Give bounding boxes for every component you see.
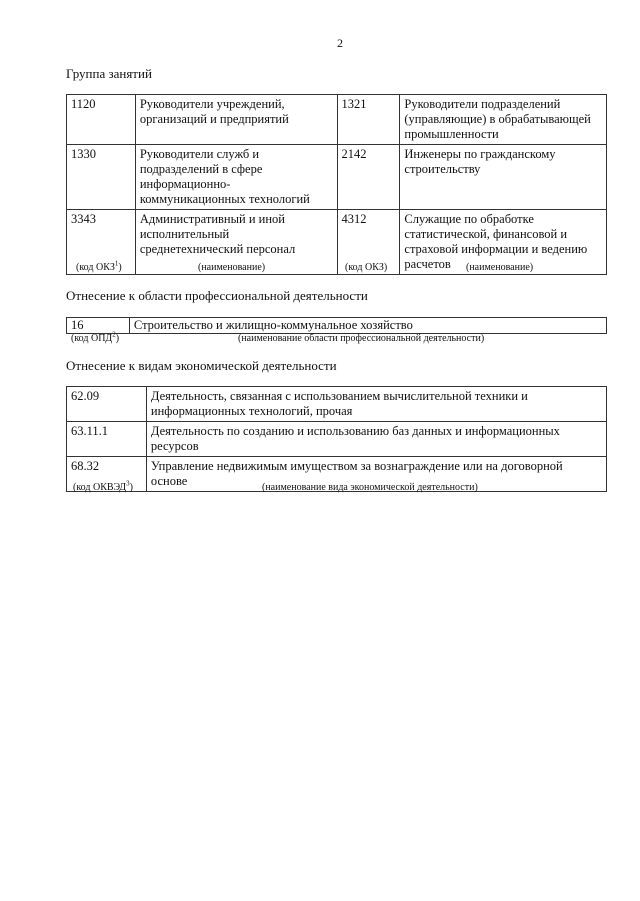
okz-code-cell: 4312 bbox=[337, 210, 400, 275]
economic-activity-title: Отнесение к видам экономической деятельности bbox=[66, 358, 337, 373]
opd-code-cell: 16 bbox=[67, 318, 130, 334]
footnote-mark: 1 bbox=[114, 259, 119, 268]
okz-code-caption-2: (код ОКЗ) bbox=[345, 262, 388, 273]
occupation-group-captions bbox=[0, 259, 640, 276]
okz-code-cell: 1120 bbox=[67, 95, 136, 145]
okved-code-cell: 63.11.1 bbox=[67, 422, 147, 457]
okz-name-cell: Руководители служб и подразделений в сфере информационно-коммуникационных технологий bbox=[135, 145, 337, 210]
okz-code-cell: 3343 bbox=[67, 210, 136, 275]
okz-code-cell: 1330 bbox=[67, 145, 136, 210]
okz-name-caption: (наименование) bbox=[198, 262, 266, 273]
occupation-group-title: Группа занятий bbox=[66, 66, 152, 81]
okz-name-cell: Руководители учреждений, организаций и предприятий bbox=[135, 95, 337, 145]
okved-name-cell: Деятельность по созданию и использованию баз данных и информационных ресурсов bbox=[146, 422, 606, 457]
okved-code-cell: 68.32 bbox=[67, 457, 147, 492]
okved-name-cell: Деятельность, связанная с использованием вычислительной техники и информационных технологий, прочая bbox=[146, 387, 606, 422]
opd-name-cell: Строительство и жилищно-коммунальное хозяйство bbox=[129, 318, 606, 334]
occupation-group-table bbox=[66, 94, 607, 275]
opd-code-caption-text: (код ОПД bbox=[71, 333, 113, 344]
okz-name-caption-2: (наименование) bbox=[466, 262, 534, 273]
okz-code-caption: (код ОКЗ$^1$) bbox=[76, 259, 122, 273]
professional-area-captions bbox=[0, 330, 640, 347]
economic-activity-table bbox=[66, 386, 607, 492]
okved-name-caption: (наименование вида экономической деятельности) bbox=[262, 482, 478, 493]
okved-code-caption-text: (код ОКВЭД bbox=[73, 482, 127, 493]
opd-code-caption: (код ОПД$^2$) bbox=[71, 330, 120, 344]
okz-name-cell: Руководители подразделений (управляющие) в обрабатывающей промышленности bbox=[400, 95, 607, 145]
professional-area-title: Отнесение к области профессиональной деятельности bbox=[66, 288, 368, 303]
page-number: 2 bbox=[337, 36, 343, 50]
table-row bbox=[67, 145, 607, 210]
okz-name-cell: Служащие по обработке статистической, финансовой и страховой информации и ведению расчетов bbox=[400, 210, 607, 275]
footnote-mark: 2 bbox=[112, 330, 116, 339]
okz-code-caption-text: (код ОКЗ bbox=[76, 262, 115, 273]
opd-name-caption: (наименование области профессиональной деятельности) bbox=[238, 333, 485, 344]
economic-activity-captions bbox=[0, 479, 640, 496]
okved-code-cell: 62.09 bbox=[67, 387, 147, 422]
okz-name-cell: Инженеры по гражданскому строительству bbox=[400, 145, 607, 210]
footnote-mark: 3 bbox=[126, 479, 130, 488]
okved-name-cell: Управление недвижимым имуществом за вознаграждение или на договорной основе bbox=[146, 457, 606, 492]
okved-code-caption: (код ОКВЭД$^3$) bbox=[73, 479, 133, 493]
table-row bbox=[67, 422, 607, 457]
okz-code-cell: 2142 bbox=[337, 145, 400, 210]
table-row bbox=[67, 318, 607, 334]
okz-code-cell: 1321 bbox=[337, 95, 400, 145]
professional-area-table bbox=[66, 317, 607, 334]
table-row bbox=[67, 387, 607, 422]
table-row bbox=[67, 95, 607, 145]
okz-name-cell: Административный и иной исполнительный среднетехнический персонал bbox=[135, 210, 337, 275]
